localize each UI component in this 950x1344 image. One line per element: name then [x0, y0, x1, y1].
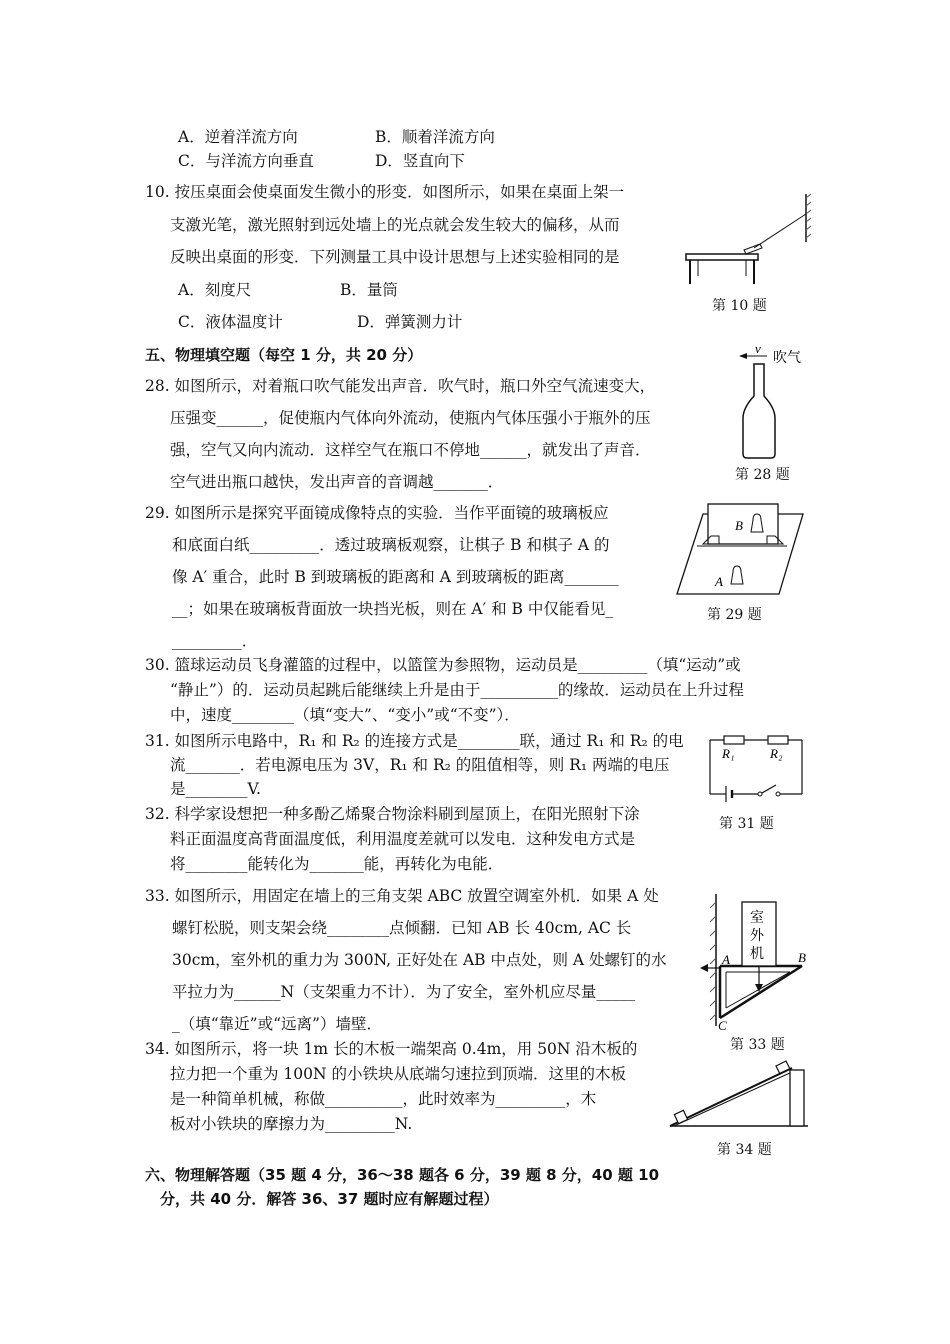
- q9-option-c: C．与洋流方向垂直: [178, 152, 314, 170]
- q29-figure-mirror: [675, 502, 810, 598]
- q30-line-1: 30. 篮球运动员飞身灌篮的过程中，以篮筐为参照物，运动员是_________（填“运动”或: [145, 656, 741, 674]
- q28-line-2: 压强变______，促使瓶内气体向外流动，使瓶内气体压强小于瓶外的压: [170, 409, 651, 427]
- section5-heading: 五、物理填空题（每空 1 分，共 20 分）: [145, 346, 423, 364]
- q31-fig-r2-label: R₂: [770, 746, 783, 761]
- q33-fig-b-label: B: [798, 950, 806, 965]
- q28-caption: 第 28 题: [735, 467, 790, 483]
- q34-line-4: 板对小铁块的摩擦力为_________N.: [170, 1115, 413, 1133]
- q33-figure-bracket: [700, 892, 812, 1032]
- section6-heading-line-2: 分，共 40 分．解答 36、37 题时应有解题过程）: [160, 1190, 499, 1208]
- q33-fig-box-char-1: 室: [750, 911, 764, 926]
- q31-line-1: 31. 如图所示电路中，R₁ 和 R₂ 的连接方式是________联，通过 R₁ 和 R₂ 的电: [145, 732, 684, 750]
- section6-heading-line-1: 六、物理解答题（35 题 4 分，36～38 题各 6 分，39 题 8 分，40 题 10: [145, 1166, 660, 1184]
- q31-line-3: 是________V.: [170, 780, 261, 798]
- q29-fig-b-label: B: [735, 518, 743, 533]
- q28-fig-v-label: v: [755, 341, 761, 356]
- q29-line-3: 像 A′ 重合，此时 B 到玻璃板的距离和 A 到玻璃板的距离_______: [172, 568, 619, 586]
- q33-fig-a-label: A: [722, 952, 730, 967]
- q28-line-1: 28. 如图所示，对着瓶口吹气能发出声音．吹气时，瓶口外空气流速变大，: [145, 377, 656, 395]
- q34-line-3: 是一种简单机械，称做__________，此时效率为_________，木: [170, 1090, 597, 1108]
- q10-line-3: 反映出桌面的形变．下列测量工具中设计思想与上述实验相同的是: [170, 248, 620, 266]
- q10-option-d: D．弹簧测力计: [357, 313, 463, 331]
- q32-line-2: 料正面温度高背面温度低，利用温度差就可以发电．这种发电方式是: [170, 830, 636, 848]
- q33-line-4: 平拉力为______N（支架重力不计）．为了安全，室外机应尽量_____: [172, 983, 636, 1001]
- q31-caption: 第 31 题: [719, 816, 774, 832]
- q10-option-a: A．刻度尺: [178, 281, 252, 299]
- q34-line-1: 34. 如图所示，将一块 1m 长的木板一端架高 0.4m，用 50N 沿木板的: [145, 1040, 638, 1058]
- q29-caption: 第 29 题: [707, 607, 762, 623]
- q10-line-1: 10. 按压桌面会使桌面发生微小的形变．如图所示，如果在桌面上架一: [145, 183, 625, 201]
- q30-line-3: 中，速度________（填“变大”、“变小”或“不变”）．: [170, 706, 520, 724]
- q28-line-4: 空气进出瓶口越快，发出声音的音调越_______．: [170, 473, 504, 491]
- q10-option-b: B．量筒: [340, 281, 398, 299]
- q29-line-1: 29. 如图所示是探究平面镜成像特点的实验．当作平面镜的玻璃板应: [145, 504, 609, 522]
- q31-fig-r1-label: R₁: [722, 746, 735, 761]
- q33-line-5: _（填“靠近”或“远离”）墙壁．: [172, 1015, 382, 1033]
- q28-figure-bottle: [735, 341, 810, 462]
- q31-line-2: 流_______．若电源电压为 3V，R₁ 和 R₂ 的阻值相等，则 R₁ 两端的电压: [170, 756, 670, 774]
- q34-line-2: 拉力把一个重为 100N 的小铁块从底端匀速拉到顶端．这里的木板: [170, 1065, 627, 1083]
- q33-line-2: 螺钉松脱，则支架会绕________点倾翻．已知 AB 长 40cm, AC 长: [172, 919, 632, 937]
- q29-line-2: 和底面白纸_________．透过玻璃板观察，让棋子 B 和棋子 A 的: [172, 536, 610, 554]
- q28-fig-blow-label: 吹气: [773, 351, 801, 366]
- q32-line-3: 将________能转化为_______能，再转化为电能．: [170, 855, 504, 873]
- q10-line-2: 支激光笔，激光照射到远处墙上的光点就会发生较大的偏移，从而: [170, 216, 620, 234]
- q33-line-1: 33. 如图所示，用固定在墙上的三角支架 ABC 放置空调室外机．如果 A 处: [145, 887, 659, 905]
- q33-fig-box-char-3: 机: [750, 947, 764, 962]
- q31-figure-circuit: [700, 732, 812, 802]
- q9-option-d: D．竖直向下: [375, 152, 465, 170]
- q33-fig-box-char-2: 外: [750, 929, 764, 944]
- q32-line-1: 32. 科学家设想把一种多酚乙烯聚合物涂料刷到屋顶上，在阳光照射下涂: [145, 805, 640, 823]
- q9-option-a: A．逆着洋流方向: [178, 128, 298, 146]
- q28-line-3: 强，空气又向内流动．这样空气在瓶口不停地______，就发出了声音．: [170, 441, 651, 459]
- q29-line-5: _________．: [172, 632, 258, 650]
- q10-figure-table-laser: [682, 192, 812, 288]
- q10-caption: 第 10 题: [712, 298, 767, 314]
- q33-caption: 第 33 题: [730, 1037, 785, 1053]
- q30-line-2: “静止”）的．运动员起跳后能继续上升是由于__________的缘故．运动员在上升过程: [170, 681, 744, 699]
- q34-figure-incline: [668, 1056, 810, 1128]
- q9-option-b: B．顺着洋流方向: [375, 128, 495, 146]
- q29-line-4: __；如果在玻璃板背面放一块挡光板，则在 A′ 和 B 中仅能看见_: [172, 600, 614, 618]
- q10-option-c: C．液体温度计: [178, 313, 283, 331]
- q33-line-3: 30cm，室外机的重力为 300N, 正好处在 AB 中点处，则 A 处螺钉的水: [172, 951, 667, 969]
- q34-caption: 第 34 题: [717, 1142, 772, 1158]
- q29-fig-a-label: A: [715, 574, 723, 589]
- q33-fig-c-label: C: [718, 1018, 727, 1033]
